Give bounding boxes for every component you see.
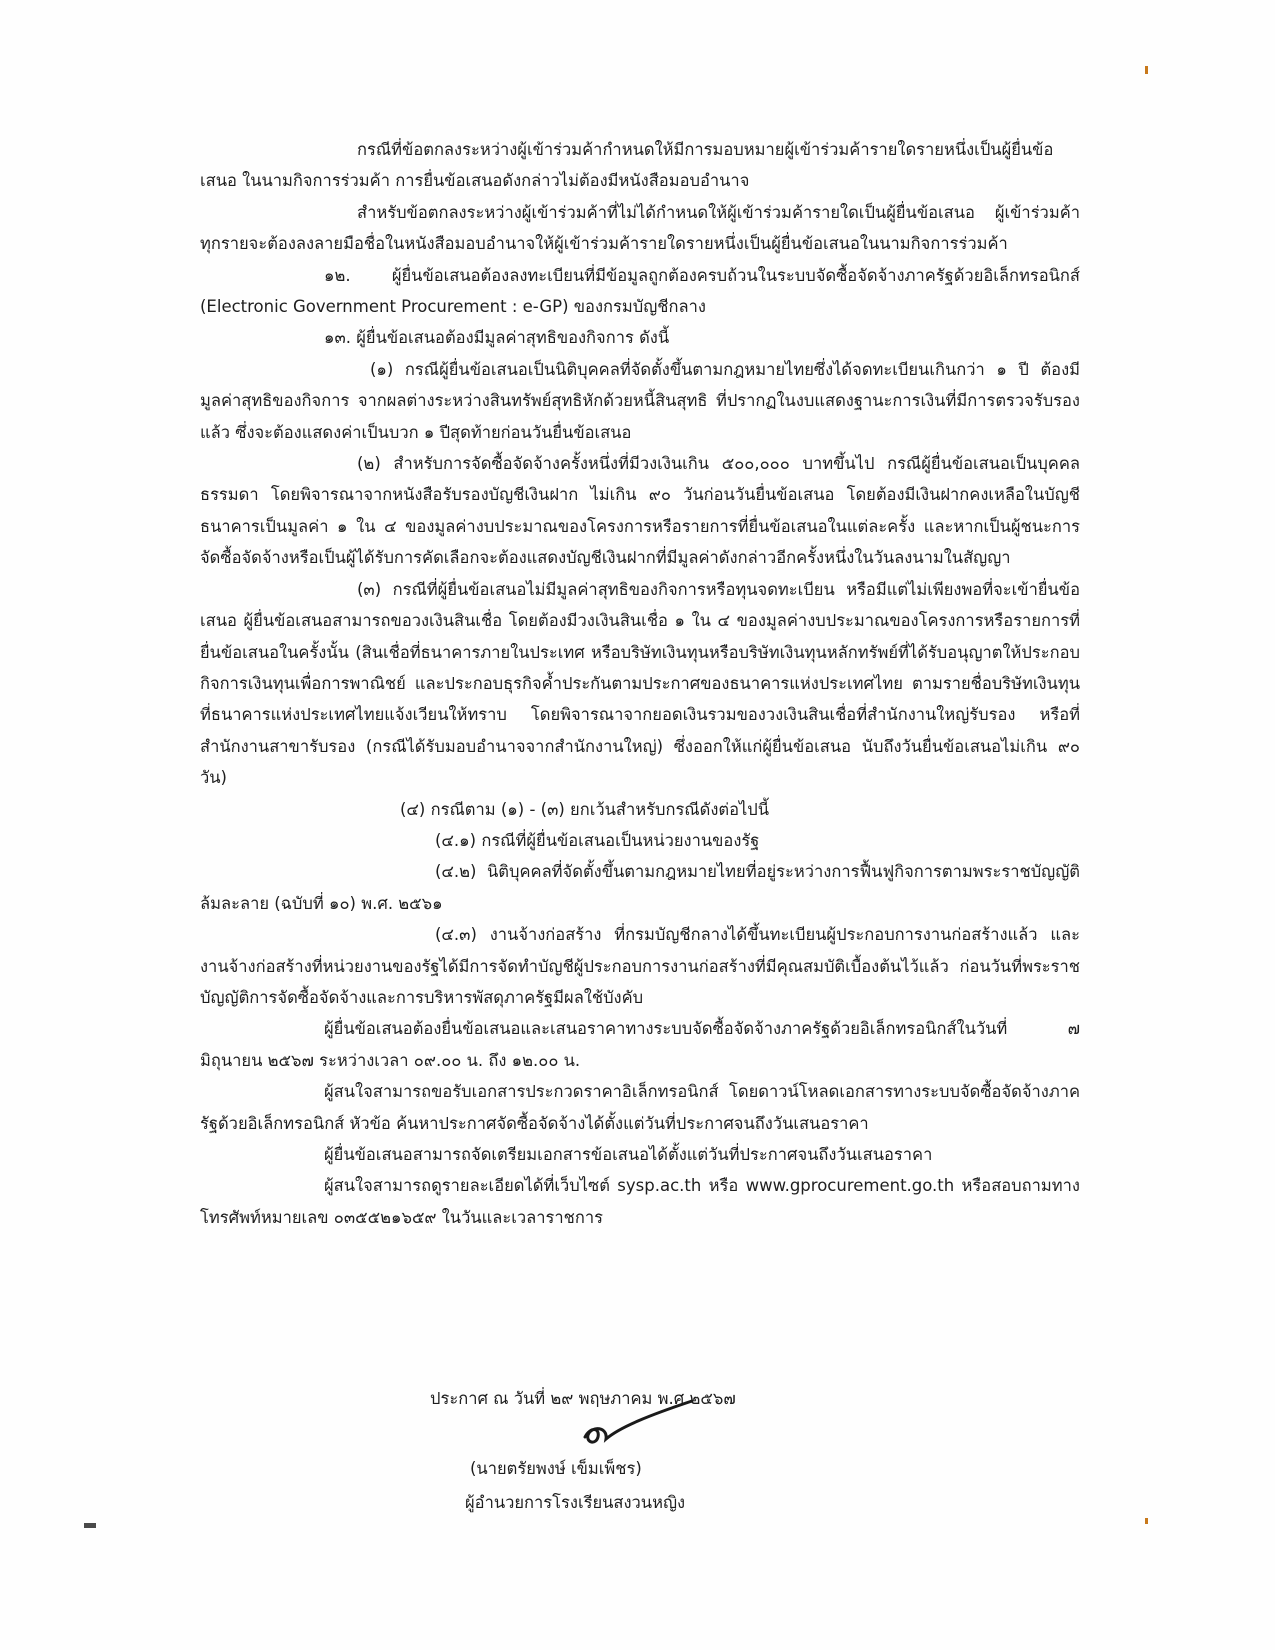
paragraph-sub-4-2: (๔.๒) นิติบุคคลที่จัดตั้งขึ้นตามกฎหมายไทยที่อยู่ระหว่างการฟื้นฟูกิจการตามพระราชบัญญัติล้มละลาย (ฉบับที่ ๑๐) พ.ศ. ๒๕๖๑ <box>200 862 1080 913</box>
paragraph-submission: ผู้ยื่นข้อเสนอต้องยื่นข้อเสนอและเสนอราคาทางระบบจัดซื้อจัดจ้างภาครัฐด้วยอิเล็กทรอนิกส์ในวันที่ ๗ มิถุนายน ๒๕๖๗ ระหว่างเวลา ๐๙.๐๐ น. ถึง ๑๒.๐๐ น. <box>200 1019 1080 1070</box>
paragraph: กรณีที่ข้อตกลงระหว่างผู้เข้าร่วมค้ากำหนดให้มีการมอบหมายผู้เข้าร่วมค้ารายใดรายหนึ่งเป็นผู้ยื่นข้อเสนอ ในนามกิจการร่วมค้า การยื่นข้อเสนอดังกล่าวไม่ต้องมีหนังสือมอบอำนาจ <box>200 140 1054 191</box>
paragraph-sub-3: (๓) กรณีที่ผู้ยื่นข้อเสนอไม่มีมูลค่าสุทธิของกิจการหรือทุนจดทะเบียน หรือมีแต่ไม่เพียงพอที่จะเข้ายื่นข้อเสนอ ผู้ยื่นข้อเสนอสามารถขอวงเงินสินเชื่อ โดยต้องมีวงเงินสินเชื่อ ๑ ใน ๔ ของมูลค่างบประมาณของโครงการหรือรายการที่ยื่นข้อเสนอในครั้งนั้น (สินเชื่อที่ธนาคารภายในประเทศ หรือบริษัทเงินทุนหรือบริษัทเงินทุนหลักทรัพย์ที่ได้รับอนุญาตให้ประกอบกิจการเงินทุนเพื่อการพาณิชย์ และประกอบธุรกิจค้ำประกันตามประกาศของธนาคารแห่งประเทศไทย ตามรายชื่อบริษัทเงินทุนที่ธนาคารแห่งประเทศไทยแจ้งเวียนให้ทราบ โดยพิจารณาจากยอดเงินรวมของวงเงินสินเชื่อที่สำนักงานใหญ่รับรอง หรือที่สำนักงานสาขารับรอง (กรณีได้รับมอบอำนาจจากสำนักงานใหญ่) ซึ่งออกให้แก่ผู้ยื่นข้อเสนอ นับถึงวันยื่นข้อเสนอไม่เกิน ๙๐ วัน) <box>200 579 1080 788</box>
paragraph-item-12: ๑๒. ผู้ยื่นข้อเสนอต้องลงทะเบียนที่มีข้อมูลถูกต้องครบถ้วนในระบบจัดซื้อจัดจ้างภาครัฐด้วยอิเล็กทรอนิกส์ (Electronic Government Procurement : e-GP) ของกรมบัญชีกลาง <box>200 265 1080 317</box>
paragraph-item-13: ๑๓. ผู้ยื่นข้อเสนอต้องมีมูลค่าสุทธิของกิจการ ดังนี้ <box>324 328 670 348</box>
paragraph-contact: ผู้สนใจสามารถดูรายละเอียดได้ที่เว็บไซต์ sysp.ac.th หรือ www.gprocurement.go.th หรือสอบถามทางโทรศัพท์หมายเลข ๐๓๕๕๒๑๖๕๙ ในวันและเวลาราชการ <box>200 1176 1080 1227</box>
signer-title: ผู้อำนวยการโรงเรียนสงวนหญิง <box>465 1493 686 1512</box>
scan-edge-mark <box>1145 1518 1148 1524</box>
paragraph-sub-4-3: (๔.๓) งานจ้างก่อสร้าง ที่กรมบัญชีกลางได้ขึ้นทะเบียนผู้ประกอบการงานก่อสร้างแล้ว และงานจ้างก่อสร้างที่หน่วยงานของรัฐได้มีการจัดทำบัญชีผู้ประกอบการงานก่อสร้างที่มีคุณสมบัติเบื้องต้นไว้แล้ว ก่อนวันที่พระราชบัญญัติการจัดซื้อจัดจ้างและการบริหารพัสดุภาครัฐมีผลใช้บังคับ <box>200 925 1080 1007</box>
paragraph-prepare: ผู้ยื่นข้อเสนอสามารถจัดเตรียมเอกสารข้อเสนอได้ตั้งแต่วันที่ประกาศจนถึงวันเสนอราคา <box>324 1145 933 1164</box>
paragraph: สำหรับข้อตกลงระหว่างผู้เข้าร่วมค้าที่ไม่ได้กำหนดให้ผู้เข้าร่วมค้ารายใดเป็นผู้ยื่นข้อเสนอ ผู้เข้าร่วมค้าทุกรายจะต้องลงลายมือชื่อในหนังสือมอบอำนาจให้ผู้เข้าร่วมค้ารายใดรายหนึ่งเป็นผู้ยื่นข้อเสนอในนามกิจการร่วมค้า <box>200 202 1080 254</box>
paragraph-sub-4: (๔) กรณีตาม (๑) - (๓) ยกเว้นสำหรับกรณีดังต่อไปนี้ <box>400 799 770 819</box>
paragraph-sub-4-1: (๔.๑) กรณีที่ผู้ยื่นข้อเสนอเป็นหน่วยงานของรัฐ <box>435 830 760 850</box>
scan-edge-mark <box>84 1523 96 1528</box>
document-body <box>200 134 1080 1233</box>
announce-date: ประกาศ ณ วันที่ ๒๙ พฤษภาคม พ.ศ.๒๕๖๗ <box>430 1389 736 1408</box>
paragraph-sub-1: (๑) กรณีผู้ยื่นข้อเสนอเป็นนิติบุคคลที่จัดตั้งขึ้นตามกฎหมายไทยซึ่งได้จดทะเบียนเกินกว่า ๑ ปี ต้องมีมูลค่าสุทธิของกิจการ จากผลต่างระหว่างสินทรัพย์สุทธิหักด้วยหนี้สินสุทธิ ที่ปรากฏในงบแสดงฐานะการเงินที่มีการตรวจรับรองแล้ว ซึ่งจะต้องแสดงค่าเป็นบวก ๑ ปีสุดท้ายก่อนวันยื่นข้อเสนอ <box>200 359 1080 442</box>
signer-name: (นายตรัยพงษ์ เข็มเพ็ชร) <box>470 1459 642 1478</box>
paragraph-download: ผู้สนใจสามารถขอรับเอกสารประกวดราคาอิเล็กทรอนิกส์ โดยดาวน์โหลดเอกสารทางระบบจัดซื้อจัดจ้างภาครัฐด้วยอิเล็กทรอนิกส์ หัวข้อ ค้นหาประกาศจัดซื้อจัดจ้างได้ตั้งแต่วันที่ประกาศจนถึงวันเสนอราคา <box>200 1082 1080 1133</box>
scan-edge-mark <box>1145 66 1148 74</box>
signature <box>580 1397 700 1457</box>
paragraph-sub-2: (๒) สำหรับการจัดซื้อจัดจ้างครั้งหนึ่งที่มีวงเงินเกิน ๕๐๐,๐๐๐ บาทขึ้นไป กรณีผู้ยื่นข้อเสนอเป็นบุคคลธรรมดา โดยพิจารณาจากหนังสือรับรองบัญชีเงินฝาก ไม่เกิน ๙๐ วันก่อนวันยื่นข้อเสนอ โดยต้องมีเงินฝากคงเหลือในบัญชีธนาคารเป็นมูลค่า ๑ ใน ๔ ของมูลค่างบประมาณของโครงการหรือรายการที่ยื่นข้อเสนอในแต่ละครั้ง และหากเป็นผู้ชนะการจัดซื้อจัดจ้างหรือเป็นผู้ได้รับการคัดเลือกจะต้องแสดงบัญชีเงินฝากที่มีมูลค่าดังกล่าวอีกครั้งหนึ่งในวันลงนามในสัญญา <box>200 454 1080 568</box>
